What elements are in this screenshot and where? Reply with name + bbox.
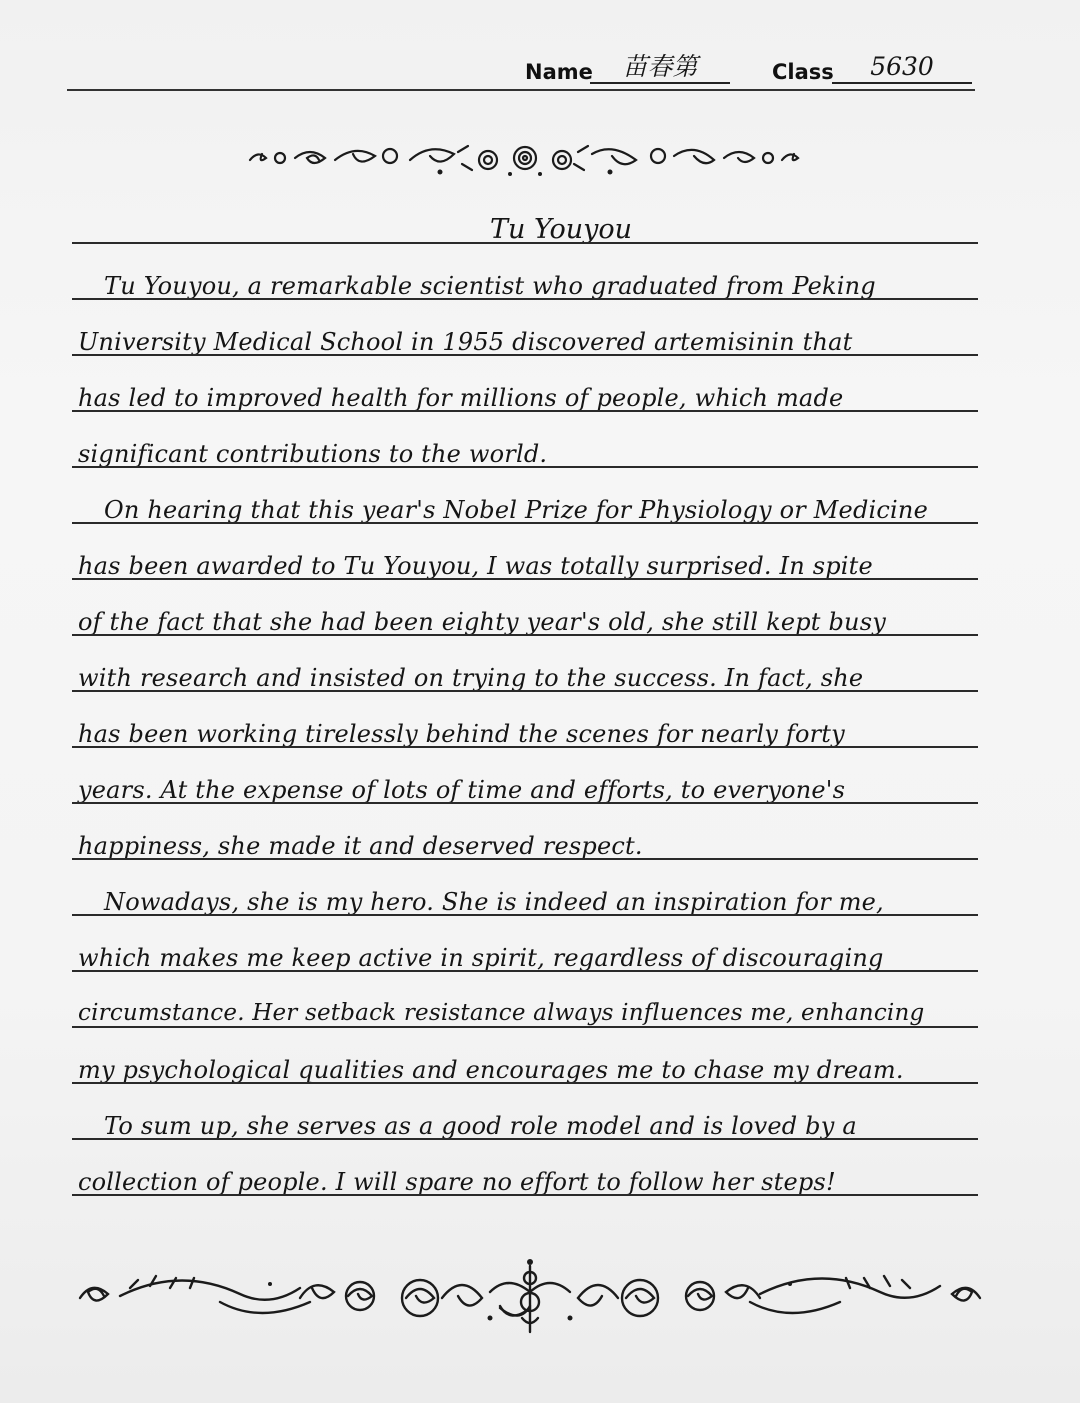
essay-line-8: with research and insisted on trying to the success. In fact, she (78, 664, 864, 692)
essay-line-13: which makes me keep active in spirit, regardless of discouraging (78, 944, 884, 972)
ruled-line (72, 410, 978, 412)
class-value: 5630 (832, 52, 972, 84)
ruled-line (72, 914, 978, 916)
ruled-line (72, 1138, 978, 1140)
ruled-line (72, 802, 978, 804)
ruled-line (72, 1194, 978, 1196)
essay-line-7: of the fact that she had been eighty year's old, she still kept busy (78, 608, 886, 636)
essay-line-4: significant contributions to the world. (78, 440, 548, 468)
top-ornament-icon (240, 138, 810, 182)
header (0, 52, 1080, 92)
title-rule (72, 242, 978, 244)
essay-line-15: my psychological qualities and encourages me to chase my dream. (78, 1056, 904, 1084)
essay-line-6: has been awarded to Tu Youyou, I was totally surprised. In spite (78, 552, 873, 580)
ruled-line (72, 970, 978, 972)
ruled-line (72, 746, 978, 748)
ruled-line (72, 690, 978, 692)
essay-line-3: has led to improved health for millions of people, which made (78, 384, 844, 412)
essay-line-2: University Medical School in 1955 discovered artemisinin that (78, 328, 853, 356)
essay-title: Tu Youyou (490, 214, 633, 245)
ruled-line (72, 354, 978, 356)
essay-line-17: collection of people. I will spare no effort to follow her steps! (78, 1168, 836, 1196)
ruled-line (72, 298, 978, 300)
essay-line-9: has been working tirelessly behind the scenes for nearly forty (78, 720, 845, 748)
essay-line-16: To sum up, she serves as a good role model and is loved by a (104, 1112, 857, 1140)
name-value: 苗春第 (590, 52, 730, 84)
essay-line-1: Tu Youyou, a remarkable scientist who graduated from Peking (104, 272, 876, 300)
essay-line-10: years. At the expense of lots of time and efforts, to everyone's (78, 776, 846, 804)
essay-line-11: happiness, she made it and deserved respect. (78, 832, 643, 860)
ruled-line (72, 858, 978, 860)
essay-line-5: On hearing that this year's Nobel Prize for Physiology or Medicine (104, 496, 928, 524)
name-label: Name (525, 60, 593, 84)
header-divider (67, 89, 975, 91)
ruled-line (72, 1082, 978, 1084)
ruled-line (72, 522, 978, 524)
ruled-line (72, 634, 978, 636)
bottom-ornament-icon (70, 1258, 990, 1338)
class-label: Class (772, 60, 834, 84)
essay-line-12: Nowadays, she is my hero. She is indeed an inspiration for me, (104, 888, 884, 916)
ruled-line (72, 578, 978, 580)
ruled-line (72, 1026, 978, 1028)
ruled-line (72, 466, 978, 468)
essay-line-14: circumstance. Her setback resistance always influences me, enhancing (78, 1000, 925, 1026)
